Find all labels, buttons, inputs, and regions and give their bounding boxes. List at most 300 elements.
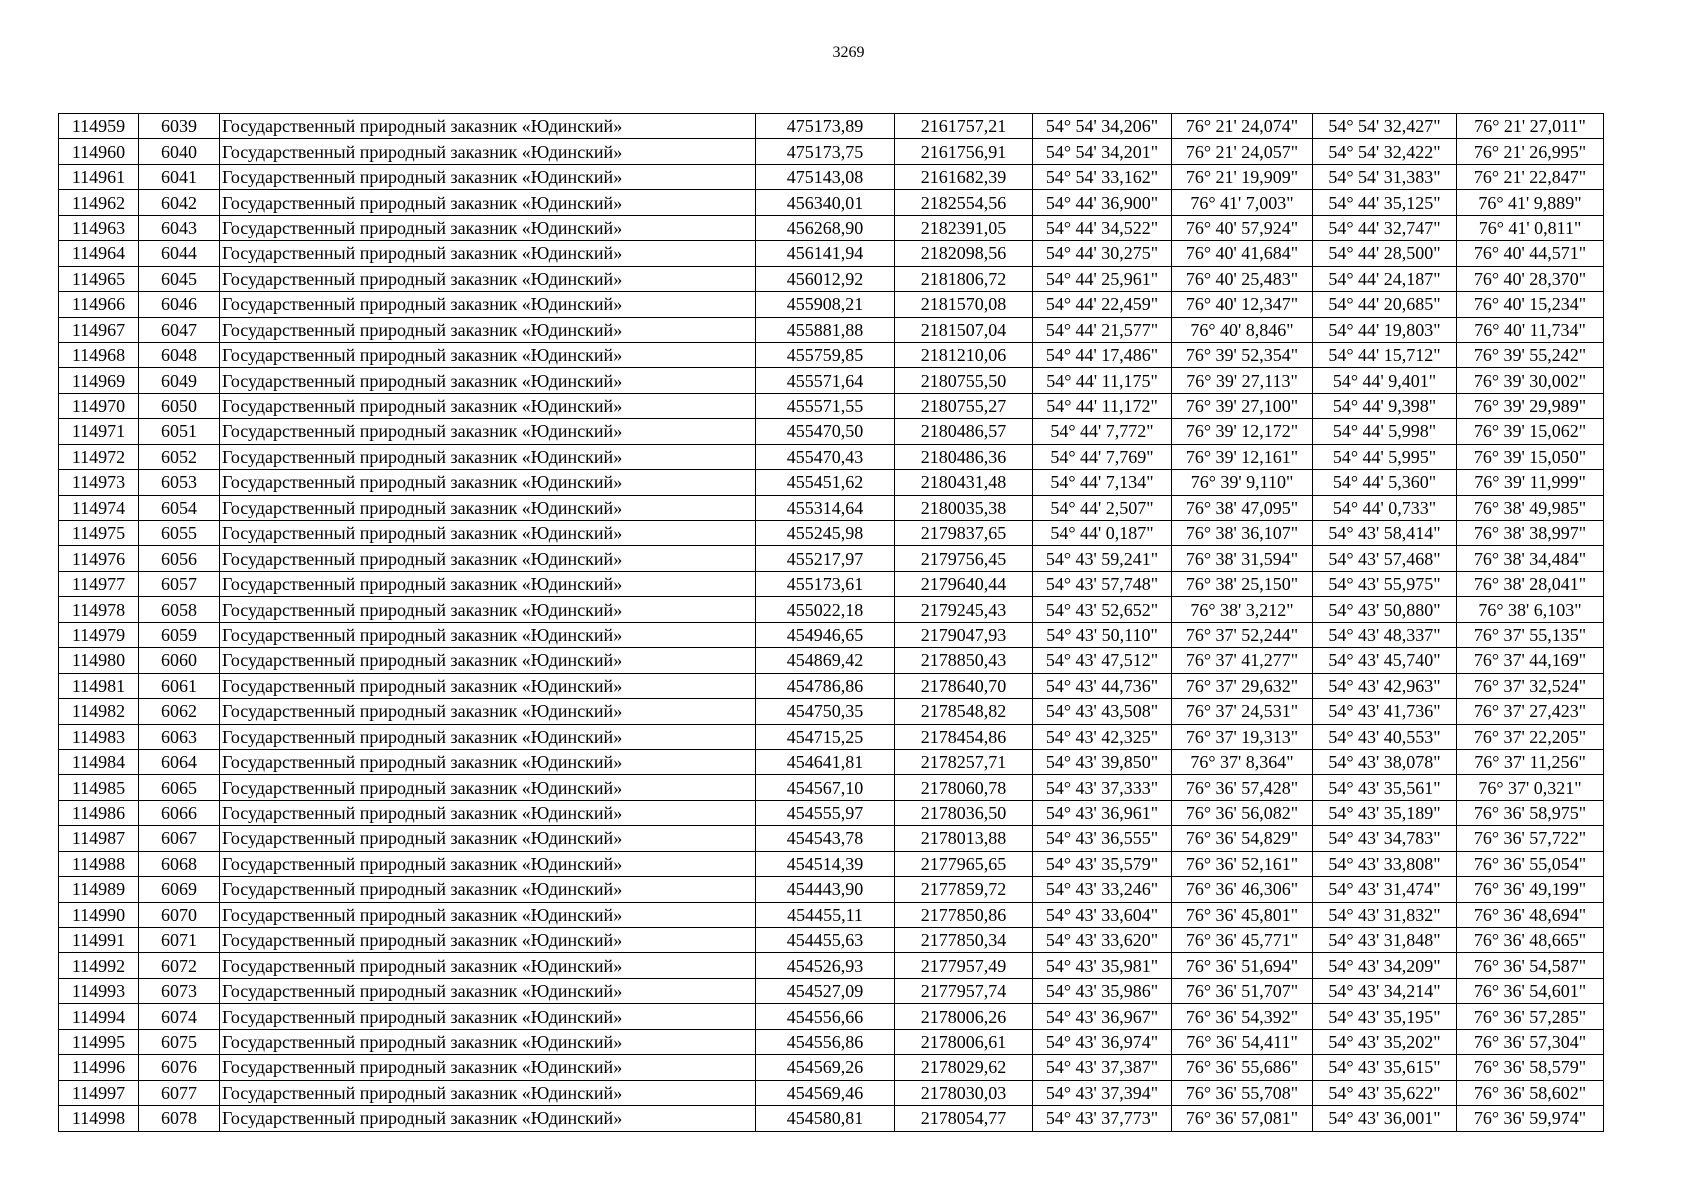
longitude-2-cell: 76° 37' 22,205" — [1457, 724, 1604, 749]
point-number-cell: 6062 — [139, 699, 220, 724]
row-number-cell: 114964 — [59, 241, 139, 266]
reserve-name-cell: Государственный природный заказник «Юдинский» — [220, 419, 756, 444]
latitude-2-cell: 54° 44' 9,398" — [1313, 393, 1457, 418]
latitude-1-cell: 54° 43' 36,974" — [1033, 1029, 1172, 1054]
coord-x-cell: 454543,78 — [756, 826, 895, 851]
reserve-name-cell: Государственный природный заказник «Юдинский» — [220, 444, 756, 469]
coord-y-cell: 2178060,78 — [895, 775, 1033, 800]
latitude-2-cell: 54° 43' 34,209" — [1313, 953, 1457, 978]
latitude-2-cell: 54° 44' 35,125" — [1313, 190, 1457, 215]
row-number-cell: 114981 — [59, 673, 139, 698]
point-number-cell: 6068 — [139, 851, 220, 876]
longitude-1-cell: 76° 40' 25,483" — [1172, 266, 1313, 291]
coord-x-cell: 454567,10 — [756, 775, 895, 800]
point-number-cell: 6053 — [139, 470, 220, 495]
coord-y-cell: 2177957,49 — [895, 953, 1033, 978]
reserve-name-cell: Государственный природный заказник «Юдинский» — [220, 317, 756, 342]
row-number-cell: 114988 — [59, 851, 139, 876]
row-number-cell: 114974 — [59, 495, 139, 520]
coord-y-cell: 2181570,08 — [895, 292, 1033, 317]
coord-x-cell: 456268,90 — [756, 215, 895, 240]
reserve-name-cell: Государственный природный заказник «Юдинский» — [220, 342, 756, 367]
row-number-cell: 114976 — [59, 546, 139, 571]
coord-y-cell: 2178054,77 — [895, 1106, 1033, 1131]
longitude-1-cell: 76° 36' 51,694" — [1172, 953, 1313, 978]
latitude-2-cell: 54° 43' 55,975" — [1313, 571, 1457, 596]
longitude-2-cell: 76° 21' 22,847" — [1457, 164, 1604, 189]
coord-y-cell: 2181507,04 — [895, 317, 1033, 342]
point-number-cell: 6059 — [139, 622, 220, 647]
row-number-cell: 114960 — [59, 139, 139, 164]
row-number-cell: 114972 — [59, 444, 139, 469]
longitude-2-cell: 76° 37' 55,135" — [1457, 622, 1604, 647]
point-number-cell: 6041 — [139, 164, 220, 189]
reserve-name-cell: Государственный природный заказник «Юдинский» — [220, 393, 756, 418]
reserve-name-cell: Государственный природный заказник «Юдинский» — [220, 1004, 756, 1029]
point-number-cell: 6070 — [139, 902, 220, 927]
coord-y-cell: 2179756,45 — [895, 546, 1033, 571]
coord-y-cell: 2161682,39 — [895, 164, 1033, 189]
coord-y-cell: 2181806,72 — [895, 266, 1033, 291]
table-row — [59, 1106, 1604, 1131]
longitude-2-cell: 76° 40' 28,370" — [1457, 266, 1604, 291]
reserve-name-cell: Государственный природный заказник «Юдинский» — [220, 699, 756, 724]
latitude-1-cell: 54° 44' 17,486" — [1033, 342, 1172, 367]
row-number-cell: 114965 — [59, 266, 139, 291]
table-row — [59, 1029, 1604, 1054]
latitude-1-cell: 54° 44' 22,459" — [1033, 292, 1172, 317]
latitude-2-cell: 54° 43' 36,001" — [1313, 1106, 1457, 1131]
coord-x-cell: 456012,92 — [756, 266, 895, 291]
coord-x-cell: 454786,86 — [756, 673, 895, 698]
longitude-2-cell: 76° 36' 54,587" — [1457, 953, 1604, 978]
row-number-cell: 114990 — [59, 902, 139, 927]
row-number-cell: 114995 — [59, 1029, 139, 1054]
latitude-1-cell: 54° 43' 37,387" — [1033, 1055, 1172, 1080]
row-number-cell: 114959 — [59, 114, 139, 139]
table-row — [59, 749, 1604, 774]
coord-y-cell: 2177957,74 — [895, 978, 1033, 1003]
longitude-1-cell: 76° 37' 52,244" — [1172, 622, 1313, 647]
point-number-cell: 6045 — [139, 266, 220, 291]
coord-x-cell: 475143,08 — [756, 164, 895, 189]
reserve-name-cell: Государственный природный заказник «Юдинский» — [220, 1080, 756, 1105]
longitude-1-cell: 76° 40' 57,924" — [1172, 215, 1313, 240]
point-number-cell: 6057 — [139, 571, 220, 596]
latitude-1-cell: 54° 43' 36,967" — [1033, 1004, 1172, 1029]
coord-x-cell: 455470,50 — [756, 419, 895, 444]
coord-x-cell: 454556,86 — [756, 1029, 895, 1054]
longitude-1-cell: 76° 38' 31,594" — [1172, 546, 1313, 571]
longitude-1-cell: 76° 21' 24,074" — [1172, 114, 1313, 139]
table-row — [59, 978, 1604, 1003]
longitude-2-cell: 76° 37' 0,321" — [1457, 775, 1604, 800]
latitude-1-cell: 54° 43' 36,555" — [1033, 826, 1172, 851]
latitude-1-cell: 54° 54' 33,162" — [1033, 164, 1172, 189]
latitude-2-cell: 54° 43' 57,468" — [1313, 546, 1457, 571]
row-number-cell: 114963 — [59, 215, 139, 240]
reserve-name-cell: Государственный природный заказник «Юдинский» — [220, 597, 756, 622]
coord-y-cell: 2177859,72 — [895, 877, 1033, 902]
coord-x-cell: 454527,09 — [756, 978, 895, 1003]
reserve-name-cell: Государственный природный заказник «Юдинский» — [220, 1055, 756, 1080]
latitude-2-cell: 54° 43' 42,963" — [1313, 673, 1457, 698]
point-number-cell: 6042 — [139, 190, 220, 215]
latitude-1-cell: 54° 43' 52,652" — [1033, 597, 1172, 622]
coord-y-cell: 2180755,50 — [895, 368, 1033, 393]
coord-y-cell: 2179047,93 — [895, 622, 1033, 647]
reserve-name-cell: Государственный природный заказник «Юдинский» — [220, 368, 756, 393]
point-number-cell: 6050 — [139, 393, 220, 418]
latitude-1-cell: 54° 44' 34,522" — [1033, 215, 1172, 240]
longitude-1-cell: 76° 38' 36,107" — [1172, 521, 1313, 546]
point-number-cell: 6074 — [139, 1004, 220, 1029]
coord-y-cell: 2180486,57 — [895, 419, 1033, 444]
row-number-cell: 114989 — [59, 877, 139, 902]
latitude-2-cell: 54° 44' 5,995" — [1313, 444, 1457, 469]
point-number-cell: 6046 — [139, 292, 220, 317]
latitude-1-cell: 54° 43' 47,512" — [1033, 648, 1172, 673]
longitude-1-cell: 76° 38' 25,150" — [1172, 571, 1313, 596]
reserve-name-cell: Государственный природный заказник «Юдинский» — [220, 826, 756, 851]
point-number-cell: 6040 — [139, 139, 220, 164]
coord-y-cell: 2178257,71 — [895, 749, 1033, 774]
longitude-2-cell: 76° 36' 57,304" — [1457, 1029, 1604, 1054]
longitude-2-cell: 76° 37' 32,524" — [1457, 673, 1604, 698]
latitude-1-cell: 54° 44' 2,507" — [1033, 495, 1172, 520]
coord-y-cell: 2161756,91 — [895, 139, 1033, 164]
point-number-cell: 6043 — [139, 215, 220, 240]
longitude-2-cell: 76° 36' 49,199" — [1457, 877, 1604, 902]
row-number-cell: 114977 — [59, 571, 139, 596]
table-row — [59, 673, 1604, 698]
longitude-2-cell: 76° 39' 29,989" — [1457, 393, 1604, 418]
coord-y-cell: 2177850,86 — [895, 902, 1033, 927]
reserve-name-cell: Государственный природный заказник «Юдинский» — [220, 521, 756, 546]
coord-x-cell: 475173,75 — [756, 139, 895, 164]
coord-x-cell: 454715,25 — [756, 724, 895, 749]
latitude-2-cell: 54° 43' 35,202" — [1313, 1029, 1457, 1054]
table-row — [59, 470, 1604, 495]
coord-y-cell: 2179640,44 — [895, 571, 1033, 596]
longitude-2-cell: 76° 39' 30,002" — [1457, 368, 1604, 393]
latitude-2-cell: 54° 44' 19,803" — [1313, 317, 1457, 342]
latitude-1-cell: 54° 43' 43,508" — [1033, 699, 1172, 724]
point-number-cell: 6039 — [139, 114, 220, 139]
reserve-name-cell: Государственный природный заказник «Юдинский» — [220, 546, 756, 571]
coord-y-cell: 2161757,21 — [895, 114, 1033, 139]
coord-y-cell: 2181210,06 — [895, 342, 1033, 367]
table-row — [59, 851, 1604, 876]
longitude-1-cell: 76° 36' 55,708" — [1172, 1080, 1313, 1105]
longitude-2-cell: 76° 39' 15,050" — [1457, 444, 1604, 469]
longitude-1-cell: 76° 21' 24,057" — [1172, 139, 1313, 164]
coord-y-cell: 2180431,48 — [895, 470, 1033, 495]
table-row — [59, 699, 1604, 724]
coord-y-cell: 2178036,50 — [895, 800, 1033, 825]
point-number-cell: 6069 — [139, 877, 220, 902]
table-row — [59, 190, 1604, 215]
coord-y-cell: 2178850,43 — [895, 648, 1033, 673]
longitude-2-cell: 76° 36' 58,975" — [1457, 800, 1604, 825]
coord-x-cell: 456141,94 — [756, 241, 895, 266]
longitude-1-cell: 76° 38' 47,095" — [1172, 495, 1313, 520]
table-row — [59, 928, 1604, 953]
reserve-name-cell: Государственный природный заказник «Юдинский» — [220, 139, 756, 164]
longitude-2-cell: 76° 36' 58,602" — [1457, 1080, 1604, 1105]
latitude-1-cell: 54° 43' 35,981" — [1033, 953, 1172, 978]
longitude-2-cell: 76° 36' 54,601" — [1457, 978, 1604, 1003]
row-number-cell: 114983 — [59, 724, 139, 749]
table-row — [59, 877, 1604, 902]
row-number-cell: 114997 — [59, 1080, 139, 1105]
reserve-name-cell: Государственный природный заказник «Юдинский» — [220, 749, 756, 774]
coord-x-cell: 455571,55 — [756, 393, 895, 418]
reserve-name-cell: Государственный природный заказник «Юдинский» — [220, 928, 756, 953]
latitude-1-cell: 54° 44' 11,172" — [1033, 393, 1172, 418]
coord-x-cell: 455759,85 — [756, 342, 895, 367]
point-number-cell: 6066 — [139, 800, 220, 825]
longitude-2-cell: 76° 21' 26,995" — [1457, 139, 1604, 164]
longitude-2-cell: 76° 36' 57,285" — [1457, 1004, 1604, 1029]
longitude-1-cell: 76° 39' 9,110" — [1172, 470, 1313, 495]
point-number-cell: 6071 — [139, 928, 220, 953]
reserve-name-cell: Государственный природный заказник «Юдинский» — [220, 164, 756, 189]
latitude-2-cell: 54° 44' 32,747" — [1313, 215, 1457, 240]
table-row — [59, 597, 1604, 622]
longitude-1-cell: 76° 36' 45,801" — [1172, 902, 1313, 927]
latitude-2-cell: 54° 43' 41,736" — [1313, 699, 1457, 724]
latitude-2-cell: 54° 44' 9,401" — [1313, 368, 1457, 393]
coord-x-cell: 455022,18 — [756, 597, 895, 622]
row-number-cell: 114985 — [59, 775, 139, 800]
table-row — [59, 953, 1604, 978]
latitude-2-cell: 54° 43' 50,880" — [1313, 597, 1457, 622]
reserve-name-cell: Государственный природный заказник «Юдинский» — [220, 190, 756, 215]
longitude-1-cell: 76° 40' 12,347" — [1172, 292, 1313, 317]
row-number-cell: 114967 — [59, 317, 139, 342]
reserve-name-cell: Государственный природный заказник «Юдинский» — [220, 1029, 756, 1054]
coord-x-cell: 475173,89 — [756, 114, 895, 139]
latitude-2-cell: 54° 44' 0,733" — [1313, 495, 1457, 520]
row-number-cell: 114992 — [59, 953, 139, 978]
longitude-1-cell: 76° 36' 57,428" — [1172, 775, 1313, 800]
coord-x-cell: 455173,61 — [756, 571, 895, 596]
coord-y-cell: 2177965,65 — [895, 851, 1033, 876]
coord-y-cell: 2178013,88 — [895, 826, 1033, 851]
reserve-name-cell: Государственный природный заказник «Юдинский» — [220, 571, 756, 596]
longitude-1-cell: 76° 37' 19,313" — [1172, 724, 1313, 749]
latitude-2-cell: 54° 43' 48,337" — [1313, 622, 1457, 647]
reserve-name-cell: Государственный природный заказник «Юдинский» — [220, 851, 756, 876]
latitude-2-cell: 54° 44' 5,360" — [1313, 470, 1457, 495]
longitude-1-cell: 76° 40' 8,846" — [1172, 317, 1313, 342]
coord-y-cell: 2179245,43 — [895, 597, 1033, 622]
longitude-2-cell: 76° 37' 11,256" — [1457, 749, 1604, 774]
longitude-2-cell: 76° 36' 55,054" — [1457, 851, 1604, 876]
table-row — [59, 241, 1604, 266]
coord-y-cell: 2178006,61 — [895, 1029, 1033, 1054]
latitude-1-cell: 54° 54' 34,206" — [1033, 114, 1172, 139]
latitude-2-cell: 54° 43' 35,195" — [1313, 1004, 1457, 1029]
latitude-1-cell: 54° 44' 36,900" — [1033, 190, 1172, 215]
latitude-2-cell: 54° 54' 32,427" — [1313, 114, 1457, 139]
latitude-1-cell: 54° 44' 0,187" — [1033, 521, 1172, 546]
latitude-1-cell: 54° 43' 35,986" — [1033, 978, 1172, 1003]
coord-x-cell: 454455,11 — [756, 902, 895, 927]
coord-x-cell: 455451,62 — [756, 470, 895, 495]
table-row — [59, 648, 1604, 673]
table-row — [59, 342, 1604, 367]
latitude-2-cell: 54° 44' 15,712" — [1313, 342, 1457, 367]
latitude-2-cell: 54° 43' 34,783" — [1313, 826, 1457, 851]
table-row — [59, 292, 1604, 317]
point-number-cell: 6075 — [139, 1029, 220, 1054]
point-number-cell: 6047 — [139, 317, 220, 342]
reserve-name-cell: Государственный природный заказник «Юдинский» — [220, 877, 756, 902]
point-number-cell: 6061 — [139, 673, 220, 698]
row-number-cell: 114973 — [59, 470, 139, 495]
longitude-1-cell: 76° 36' 56,082" — [1172, 800, 1313, 825]
table-row — [59, 1055, 1604, 1080]
row-number-cell: 114969 — [59, 368, 139, 393]
latitude-2-cell: 54° 54' 32,422" — [1313, 139, 1457, 164]
longitude-2-cell: 76° 38' 28,041" — [1457, 571, 1604, 596]
coord-x-cell: 456340,01 — [756, 190, 895, 215]
row-number-cell: 114961 — [59, 164, 139, 189]
latitude-2-cell: 54° 44' 28,500" — [1313, 241, 1457, 266]
coord-x-cell: 455470,43 — [756, 444, 895, 469]
latitude-2-cell: 54° 43' 33,808" — [1313, 851, 1457, 876]
table-row — [59, 444, 1604, 469]
longitude-2-cell: 76° 36' 59,974" — [1457, 1106, 1604, 1131]
coord-x-cell: 454555,97 — [756, 800, 895, 825]
coordinates-table — [58, 113, 1604, 1132]
coord-y-cell: 2177850,34 — [895, 928, 1033, 953]
coord-x-cell: 454455,63 — [756, 928, 895, 953]
reserve-name-cell: Государственный природный заказник «Юдинский» — [220, 292, 756, 317]
point-number-cell: 6076 — [139, 1055, 220, 1080]
reserve-name-cell: Государственный природный заказник «Юдинский» — [220, 978, 756, 1003]
row-number-cell: 114993 — [59, 978, 139, 1003]
latitude-1-cell: 54° 43' 50,110" — [1033, 622, 1172, 647]
row-number-cell: 114971 — [59, 419, 139, 444]
coord-y-cell: 2178640,70 — [895, 673, 1033, 698]
latitude-2-cell: 54° 43' 31,832" — [1313, 902, 1457, 927]
coord-y-cell: 2180755,27 — [895, 393, 1033, 418]
longitude-1-cell: 76° 39' 12,172" — [1172, 419, 1313, 444]
coord-x-cell: 455571,64 — [756, 368, 895, 393]
longitude-2-cell: 76° 37' 44,169" — [1457, 648, 1604, 673]
longitude-2-cell: 76° 40' 44,571" — [1457, 241, 1604, 266]
table-row — [59, 393, 1604, 418]
reserve-name-cell: Государственный природный заказник «Юдинский» — [220, 470, 756, 495]
longitude-2-cell: 76° 39' 11,999" — [1457, 470, 1604, 495]
point-number-cell: 6056 — [139, 546, 220, 571]
reserve-name-cell: Государственный природный заказник «Юдинский» — [220, 622, 756, 647]
coord-x-cell: 454526,93 — [756, 953, 895, 978]
table-row — [59, 114, 1604, 139]
longitude-2-cell: 76° 38' 38,997" — [1457, 521, 1604, 546]
table-row — [59, 317, 1604, 342]
coord-y-cell: 2182098,56 — [895, 241, 1033, 266]
table-row — [59, 215, 1604, 240]
table-row — [59, 724, 1604, 749]
coord-x-cell: 454580,81 — [756, 1106, 895, 1131]
coord-x-cell: 454443,90 — [756, 877, 895, 902]
longitude-1-cell: 76° 39' 27,113" — [1172, 368, 1313, 393]
point-number-cell: 6064 — [139, 749, 220, 774]
longitude-2-cell: 76° 38' 34,484" — [1457, 546, 1604, 571]
row-number-cell: 114966 — [59, 292, 139, 317]
longitude-2-cell: 76° 21' 27,011" — [1457, 114, 1604, 139]
coord-y-cell: 2180486,36 — [895, 444, 1033, 469]
row-number-cell: 114991 — [59, 928, 139, 953]
latitude-2-cell: 54° 43' 58,414" — [1313, 521, 1457, 546]
longitude-1-cell: 76° 21' 19,909" — [1172, 164, 1313, 189]
row-number-cell: 114975 — [59, 521, 139, 546]
table-row — [59, 571, 1604, 596]
row-number-cell: 114978 — [59, 597, 139, 622]
latitude-2-cell: 54° 43' 38,078" — [1313, 749, 1457, 774]
coord-x-cell: 454569,26 — [756, 1055, 895, 1080]
row-number-cell: 114970 — [59, 393, 139, 418]
coord-x-cell: 455217,97 — [756, 546, 895, 571]
latitude-1-cell: 54° 44' 25,961" — [1033, 266, 1172, 291]
table-row — [59, 546, 1604, 571]
longitude-1-cell: 76° 36' 52,161" — [1172, 851, 1313, 876]
longitude-1-cell: 76° 36' 57,081" — [1172, 1106, 1313, 1131]
table-row — [59, 139, 1604, 164]
row-number-cell: 114987 — [59, 826, 139, 851]
row-number-cell: 114968 — [59, 342, 139, 367]
longitude-2-cell: 76° 38' 6,103" — [1457, 597, 1604, 622]
longitude-1-cell: 76° 36' 55,686" — [1172, 1055, 1313, 1080]
latitude-2-cell: 54° 43' 31,474" — [1313, 877, 1457, 902]
table-row — [59, 800, 1604, 825]
longitude-2-cell: 76° 37' 27,423" — [1457, 699, 1604, 724]
table-row — [59, 419, 1604, 444]
row-number-cell: 114982 — [59, 699, 139, 724]
latitude-1-cell: 54° 43' 33,246" — [1033, 877, 1172, 902]
coord-x-cell: 454569,46 — [756, 1080, 895, 1105]
table-row — [59, 495, 1604, 520]
reserve-name-cell: Государственный природный заказник «Юдинский» — [220, 775, 756, 800]
longitude-2-cell: 76° 36' 48,694" — [1457, 902, 1604, 927]
latitude-1-cell: 54° 43' 37,773" — [1033, 1106, 1172, 1131]
coord-y-cell: 2182554,56 — [895, 190, 1033, 215]
longitude-1-cell: 76° 38' 3,212" — [1172, 597, 1313, 622]
longitude-1-cell: 76° 39' 27,100" — [1172, 393, 1313, 418]
table-row — [59, 368, 1604, 393]
point-number-cell: 6048 — [139, 342, 220, 367]
longitude-1-cell: 76° 36' 51,707" — [1172, 978, 1313, 1003]
point-number-cell: 6072 — [139, 953, 220, 978]
coord-y-cell: 2178029,62 — [895, 1055, 1033, 1080]
latitude-1-cell: 54° 43' 57,748" — [1033, 571, 1172, 596]
reserve-name-cell: Государственный природный заказник «Юдинский» — [220, 724, 756, 749]
latitude-1-cell: 54° 43' 39,850" — [1033, 749, 1172, 774]
latitude-1-cell: 54° 43' 59,241" — [1033, 546, 1172, 571]
longitude-1-cell: 76° 41' 7,003" — [1172, 190, 1313, 215]
point-number-cell: 6058 — [139, 597, 220, 622]
coord-x-cell: 455908,21 — [756, 292, 895, 317]
coord-y-cell: 2179837,65 — [895, 521, 1033, 546]
point-number-cell: 6055 — [139, 521, 220, 546]
table-row — [59, 521, 1604, 546]
latitude-2-cell: 54° 43' 35,189" — [1313, 800, 1457, 825]
longitude-1-cell: 76° 39' 52,354" — [1172, 342, 1313, 367]
